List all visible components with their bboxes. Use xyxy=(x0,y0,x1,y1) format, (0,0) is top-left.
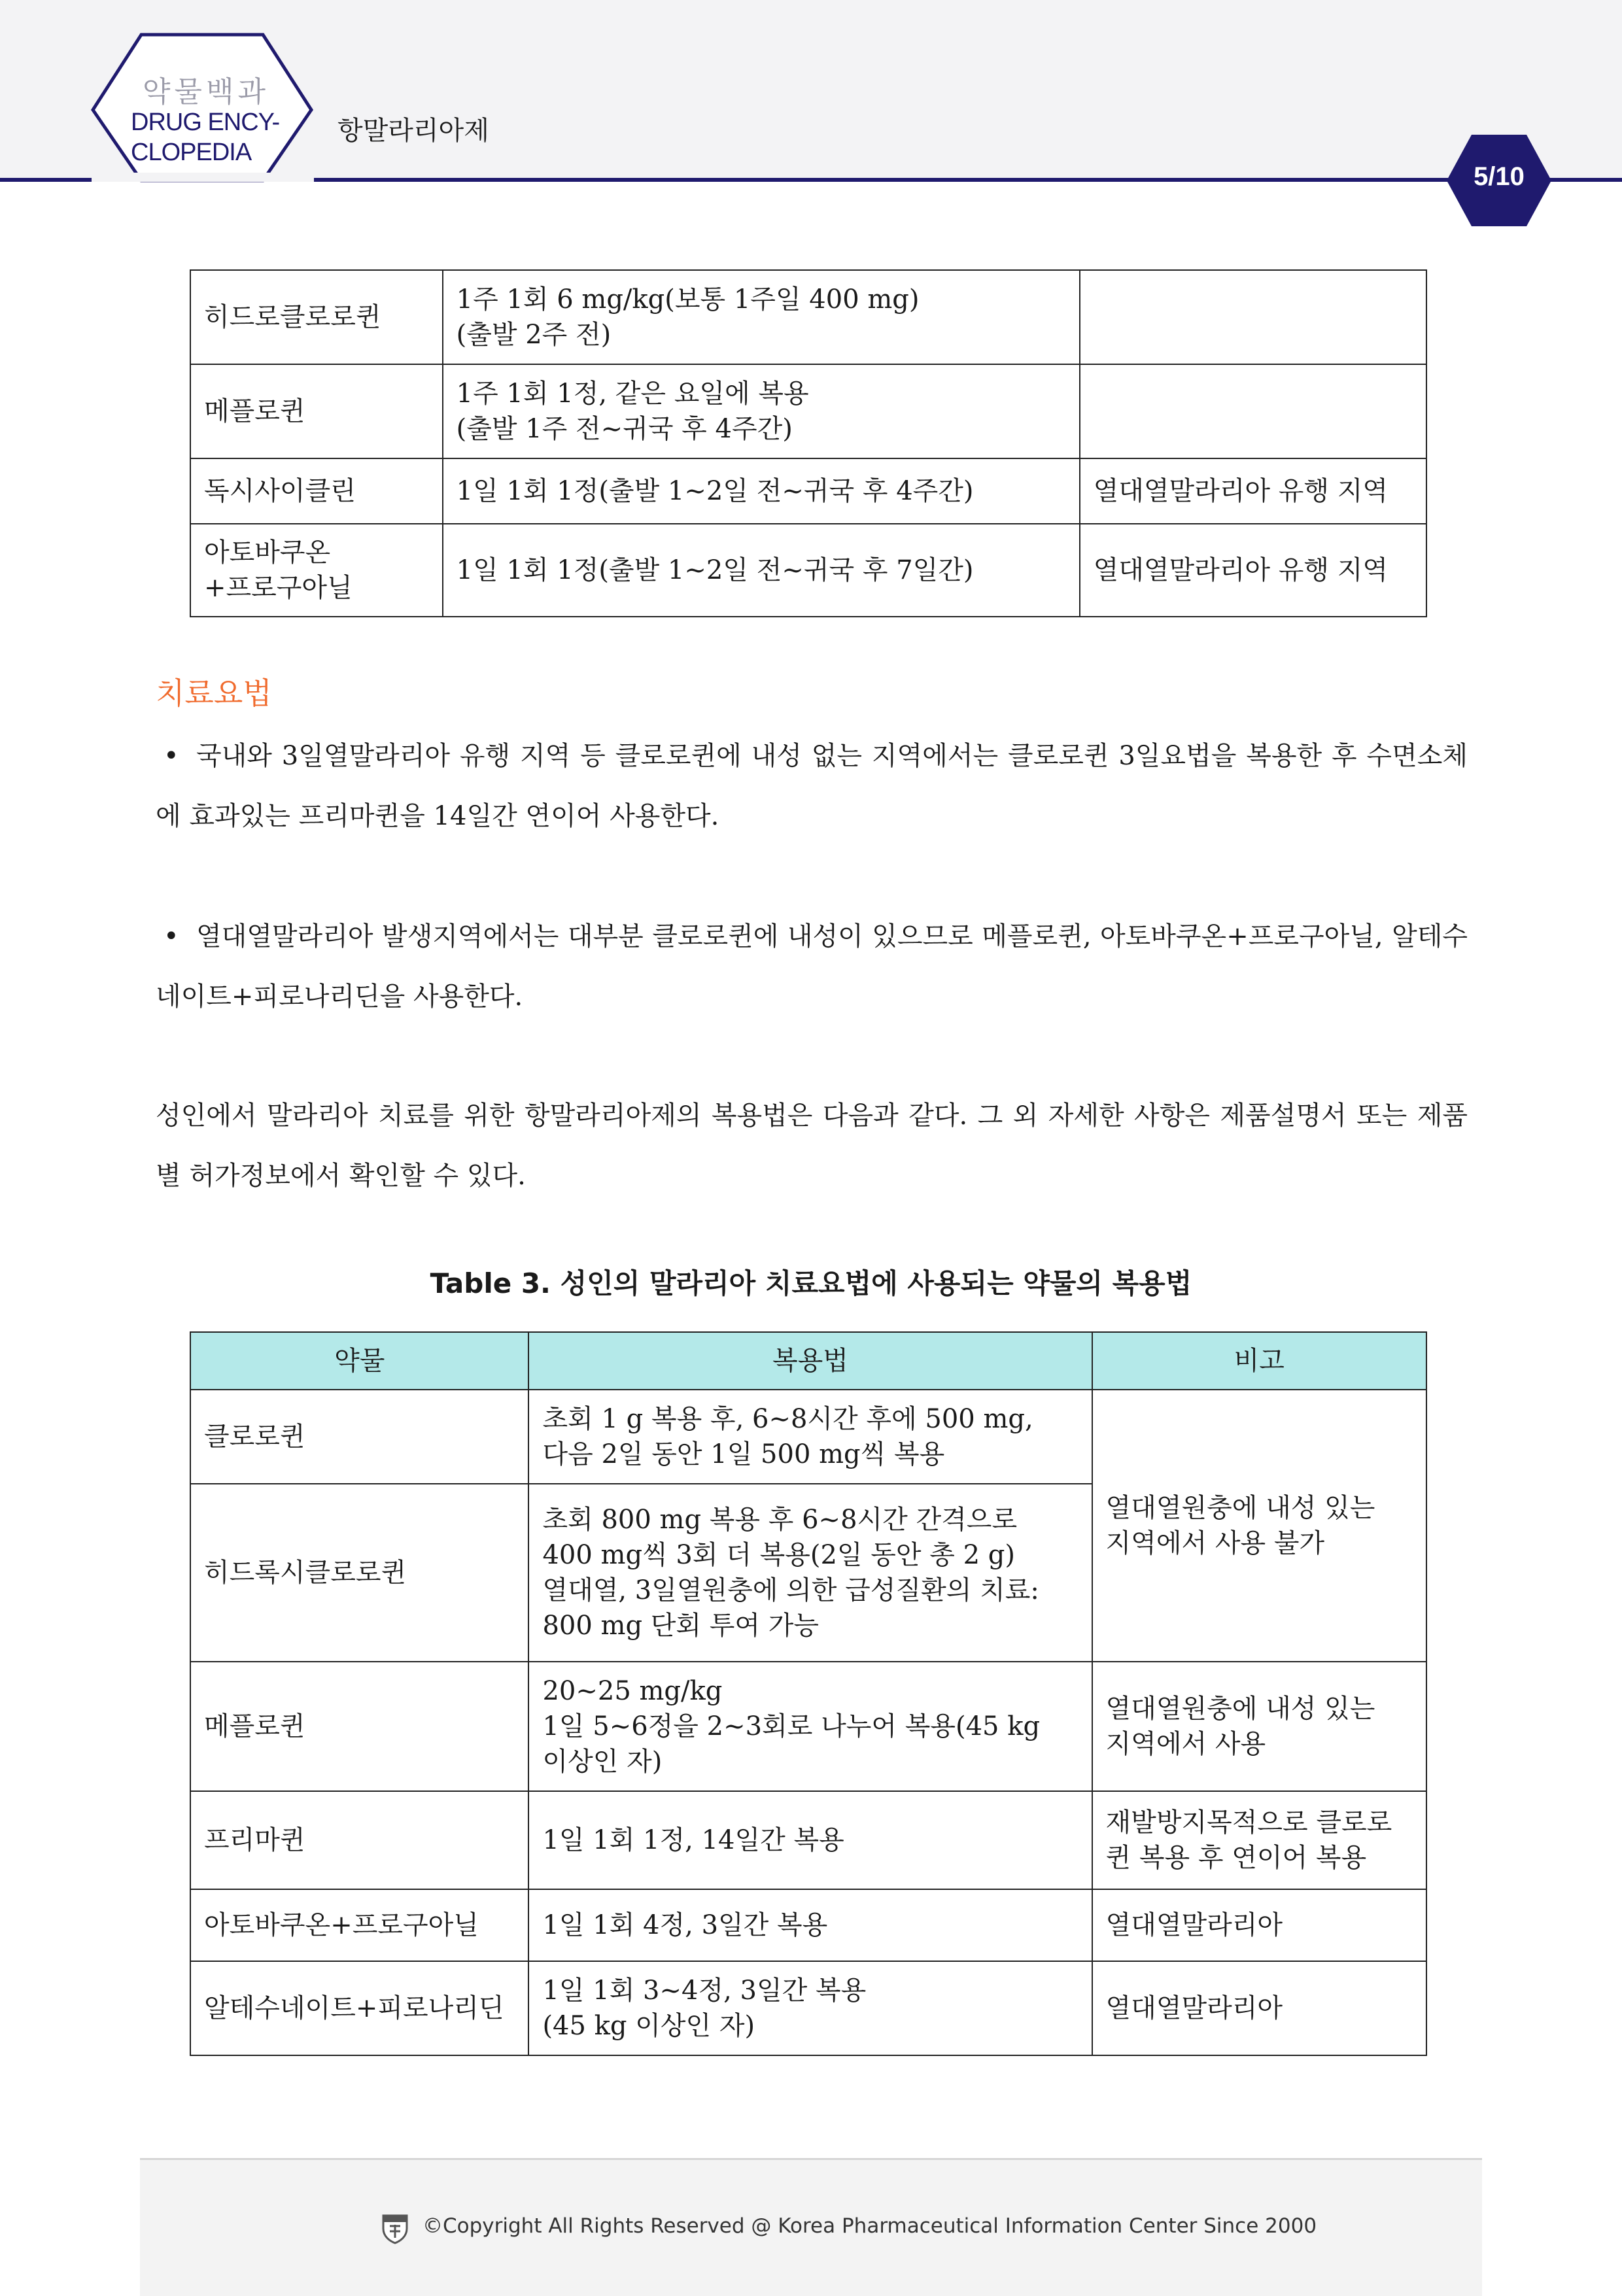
drug-cell: 알테수네이트+피로나리딘 xyxy=(190,1961,528,2055)
dosage-cell: 1주 1회 1정, 같은 요일에 복용 (출발 1주 전~귀국 후 4주간) xyxy=(443,364,1080,458)
drug-cell: 독시사이클린 xyxy=(190,458,443,524)
body-paragraph: 성인에서 말라리아 치료를 위한 항말라리아제의 복용법은 다음과 같다. 그 외 자세한 사항은 제품설명서 또는 제품별 허가정보에서 확인할 수 있다. xyxy=(156,1101,1468,1191)
table-row xyxy=(190,364,1426,458)
table-row xyxy=(190,458,1426,524)
page-number: 5/10 xyxy=(1474,162,1525,191)
bullet-paragraph-2 xyxy=(156,906,1468,1027)
note-cell xyxy=(1080,270,1426,364)
copyright-text: ©Copyright All Rights Reserved @ Korea Pharmaceutical Information Center Since 2000 xyxy=(423,2214,1317,2238)
drug-cell: 히드로클로로퀸 xyxy=(190,270,443,364)
table-row xyxy=(190,1791,1426,1889)
column-header-dosage: 복용법 xyxy=(528,1332,1092,1390)
dosage-cell: 1일 1회 3~4정, 3일간 복용 (45 kg 이상인 자) xyxy=(528,1961,1092,2055)
dosage-cell: 초회 1 g 복용 후, 6~8시간 후에 500 mg, 다음 2일 동안 1일 500 mg씩 복용 xyxy=(528,1390,1092,1484)
bullet-text-1: 국내와 3일열말라리아 유행 지역 등 클로로퀸에 내성 없는 지역에서는 클로로퀸 3일요법을 복용한 후 수면소체에 효과있는 프리마퀸을 14일간 연이어 사용한다. xyxy=(156,741,1468,831)
dosage-cell: 초회 800 mg 복용 후 6~8시간 간격으로 400 mg씩 3회 더 복용(2일 동안 총 2 g) 열대열, 3일열원충에 의한 급성질환의 치료: 800 mg 단회 투여 가능 xyxy=(528,1484,1092,1662)
table-row xyxy=(190,1889,1426,1961)
note-cell: 열대열말라리아 xyxy=(1092,1889,1426,1961)
drug-cell: 아토바쿠온+프로구아닐 xyxy=(190,1889,528,1961)
dosage-cell: 1일 1회 4정, 3일간 복용 xyxy=(528,1889,1092,1961)
dosage-cell: 20~25 mg/kg 1일 5~6정을 2~3회로 나누어 복용(45 kg 이상인 자) xyxy=(528,1662,1092,1791)
prophylaxis-table xyxy=(190,269,1427,617)
logo-korean-text: 약물백과 xyxy=(142,75,269,109)
note-cell xyxy=(1080,364,1426,458)
drug-cell: 히드록시클로로퀸 xyxy=(190,1484,528,1662)
note-cell: 열대열말라리아 유행 지역 xyxy=(1080,524,1426,617)
bullet-icon: • xyxy=(164,921,179,951)
dosage-cell: 1일 1회 1정(출발 1~2일 전~귀국 후 4주간) xyxy=(443,458,1080,524)
note-cell: 열대열말라리아 xyxy=(1092,1961,1426,2055)
table-header-row xyxy=(190,1332,1426,1390)
note-cell: 재발방지목적으로 클로로 퀸 복용 후 연이어 복용 xyxy=(1092,1791,1426,1889)
logo-en-line2: CLOPEDIA xyxy=(131,139,252,166)
table-row xyxy=(190,1662,1426,1791)
note-cell: 열대열원충에 내성 있는 지역에서 사용 xyxy=(1092,1662,1426,1791)
treatment-dosage-table xyxy=(190,1331,1427,2056)
drug-cell: 클로로퀸 xyxy=(190,1390,528,1484)
table-row xyxy=(190,524,1426,617)
bullet-paragraph-1 xyxy=(156,726,1468,846)
drug-cell: 아토바쿠온 +프로구아닐 xyxy=(190,524,443,617)
document-title: 항말라리아제 xyxy=(337,116,489,146)
shield-emblem-icon xyxy=(381,2213,409,2244)
drug-cell: 프리마퀸 xyxy=(190,1791,528,1889)
dosage-cell: 1일 1회 1정(출발 1~2일 전~귀국 후 7일간) xyxy=(443,524,1080,617)
table-row xyxy=(190,1961,1426,2055)
dosage-cell: 1주 1회 6 mg/kg(보통 1주일 400 mg) (출발 2주 전) xyxy=(443,270,1080,364)
note-cell: 열대열말라리아 유행 지역 xyxy=(1080,458,1426,524)
section-title-treatment: 치료요법 xyxy=(156,676,272,711)
column-header-drug: 약물 xyxy=(190,1332,528,1390)
drug-cell: 메플로퀸 xyxy=(190,364,443,458)
drug-cell: 메플로퀸 xyxy=(190,1662,528,1791)
table-row xyxy=(190,270,1426,364)
logo-english-text xyxy=(131,107,281,167)
dosage-cell: 1일 1회 1정, 14일간 복용 xyxy=(528,1791,1092,1889)
bullet-text-2: 열대열말라리아 발생지역에서는 대부분 클로로퀸에 내성이 있으므로 메플로퀸, 아토바쿠온+프로구아닐, 알테수네이트+피로나리딘을 사용한다. xyxy=(156,921,1468,1012)
bullet-icon: • xyxy=(164,741,179,771)
table-row xyxy=(190,1390,1426,1484)
column-header-note: 비고 xyxy=(1092,1332,1426,1390)
note-cell-merged: 열대열원충에 내성 있는 지역에서 사용 불가 xyxy=(1092,1390,1426,1662)
logo-en-line1: DRUG ENCY- xyxy=(131,109,280,136)
table-caption: Table 3. 성인의 말라리아 치료요법에 사용되는 약물의 복용법 xyxy=(430,1267,1192,1299)
